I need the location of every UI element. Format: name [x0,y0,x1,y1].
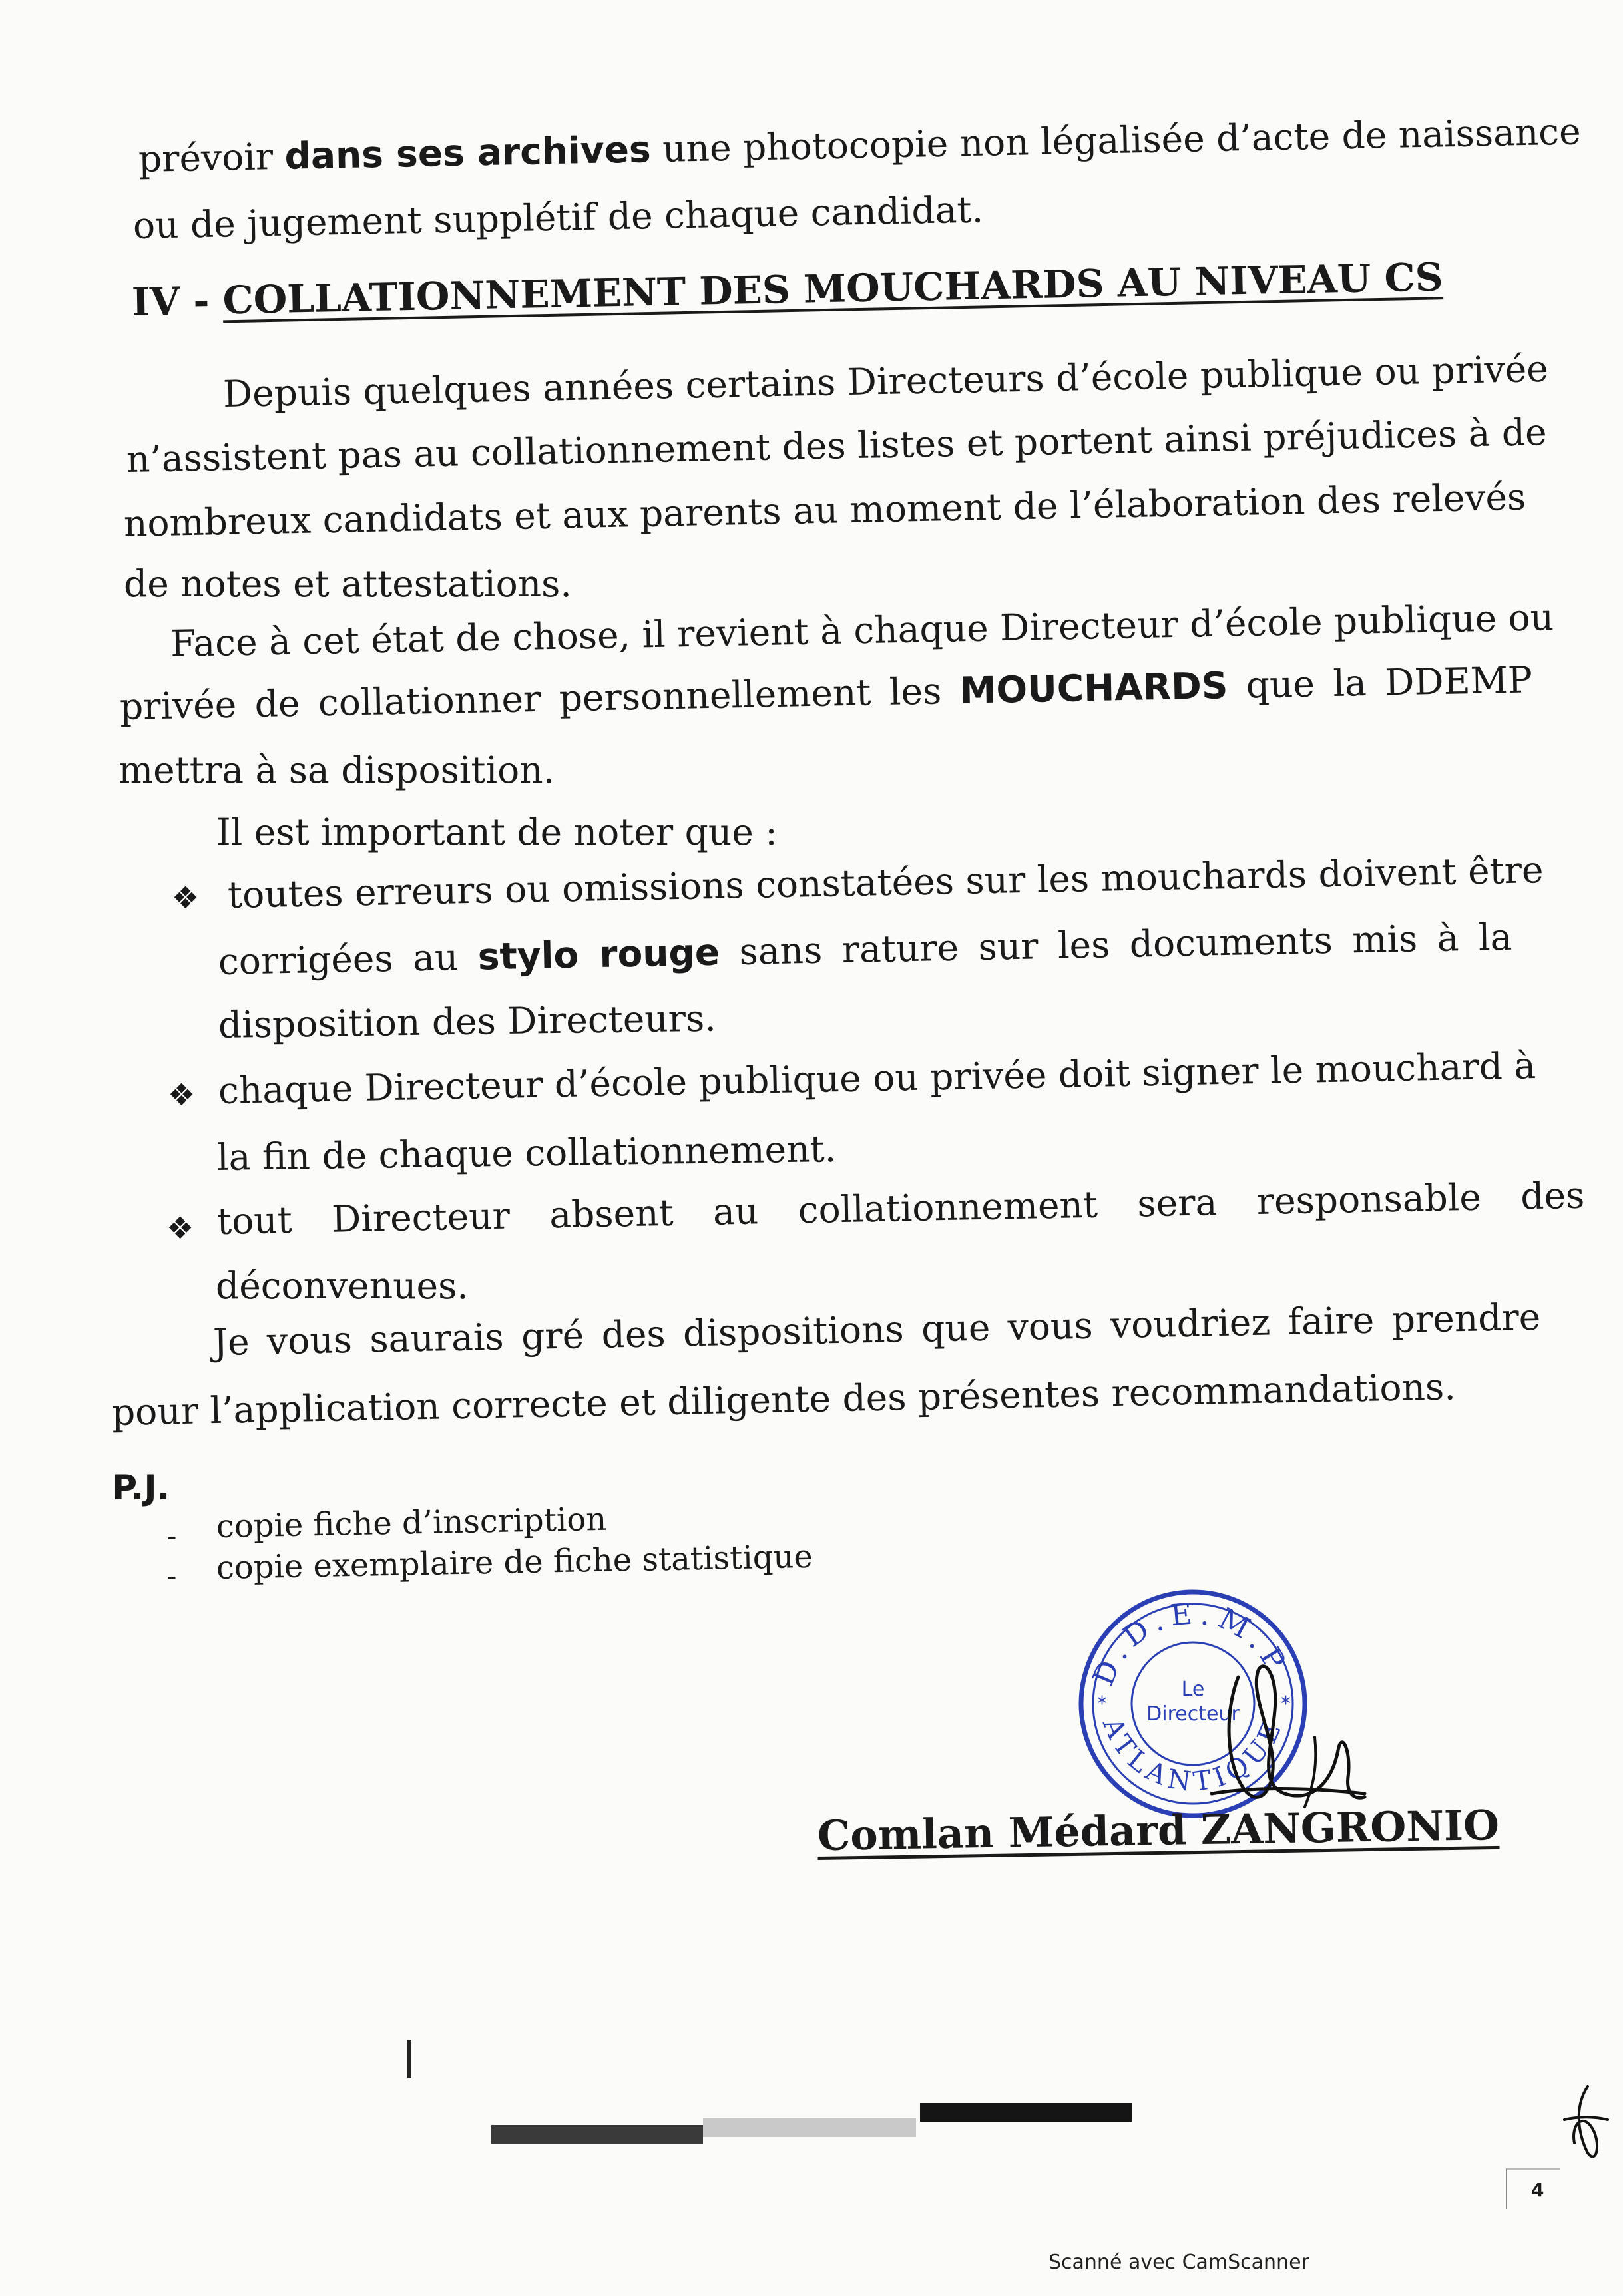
page-number-box [1506,2168,1560,2209]
attachment-item: copie fiche d’inscription [216,1500,607,1545]
initials-mark [1561,2080,1611,2173]
text-line: privée de collationner personnellement les MOUCHARDS que la DDEMP [119,658,1533,728]
redaction-bar [920,2103,1132,2122]
list-dash: - [166,1557,177,1593]
stamp-center-line2: Directeur [1146,1702,1240,1726]
text-line: mettra à sa disposition. [118,749,555,791]
text-line: Depuis quelques années certains Directeurs d’école publique ou privée [222,347,1549,415]
attachment-item: copie exemplaire de fiche statistique [216,1537,813,1587]
stamp-center-line1: Le [1181,1678,1205,1701]
diamond-bullet-icon: ❖ [172,880,200,916]
scan-mark [407,2040,411,2078]
list-dash: - [166,1517,177,1553]
text-line: nombreux candidats et aux parents au moment de l’élaboration des relevés [123,475,1526,545]
text-line: déconvenues. [216,1264,469,1307]
text-line: corrigées au stylo rouge sans rature sur les documents mis à la [218,915,1512,983]
text-line: chaque Directeur d’école publique ou privée doit signer le mouchard à [218,1044,1536,1112]
scanner-footer: Scanné avec CamScanner [1048,2251,1309,2274]
diamond-bullet-icon: ❖ [166,1210,194,1246]
text-line: Je vous saurais gré des dispositions que vous voudriez faire prendre [212,1295,1541,1364]
text-line: disposition des Directeurs. [218,996,717,1046]
text-line: prévoir dans ses archives une photocopie non légalisée d’acte de naissance [138,110,1582,180]
text-line: n’assistent pas au collationnement des listes et portent ainsi préjudices à de [126,411,1548,480]
text-line: Il est important de noter que : [216,811,778,853]
text-line: toutes erreurs ou omissions constatées sur les mouchards doivent être [227,849,1544,916]
section-heading: IV - COLLATIONNEMENT DES MOUCHARDS AU NIVEAU CS [131,254,1444,325]
page-number: 4 [1531,2179,1544,2201]
stamp-top-text: D.D.E.M.P. [1086,1596,1300,1691]
text-line: tout Directeur absent au collationnement sera responsable des [216,1173,1585,1243]
text-line: la fin de chaque collationnement. [216,1127,837,1179]
svg-text:*: * [1281,1692,1291,1716]
text-line: de notes et attestations. [124,562,572,605]
text-line: Face à cet état de chose, il revient à chaque Directeur d’école publique ou [170,596,1554,665]
redaction-bar [703,2118,916,2137]
text-line: pour l’application correcte et diligente des présentes recommandations. [111,1365,1457,1434]
svg-text:*: * [1097,1692,1107,1716]
signatory-name: Comlan Médard ZANGRONIO [817,1800,1500,1860]
text-line: ou de jugement supplétif de chaque candidat. [132,188,984,247]
handwritten-signature [1198,1650,1371,1817]
diamond-bullet-icon: ❖ [168,1077,196,1113]
attachments-label: P.J. [112,1468,170,1508]
redaction-bar [491,2125,703,2144]
stamp-bottom-text: ATLANTIQUE [1096,1713,1289,1798]
